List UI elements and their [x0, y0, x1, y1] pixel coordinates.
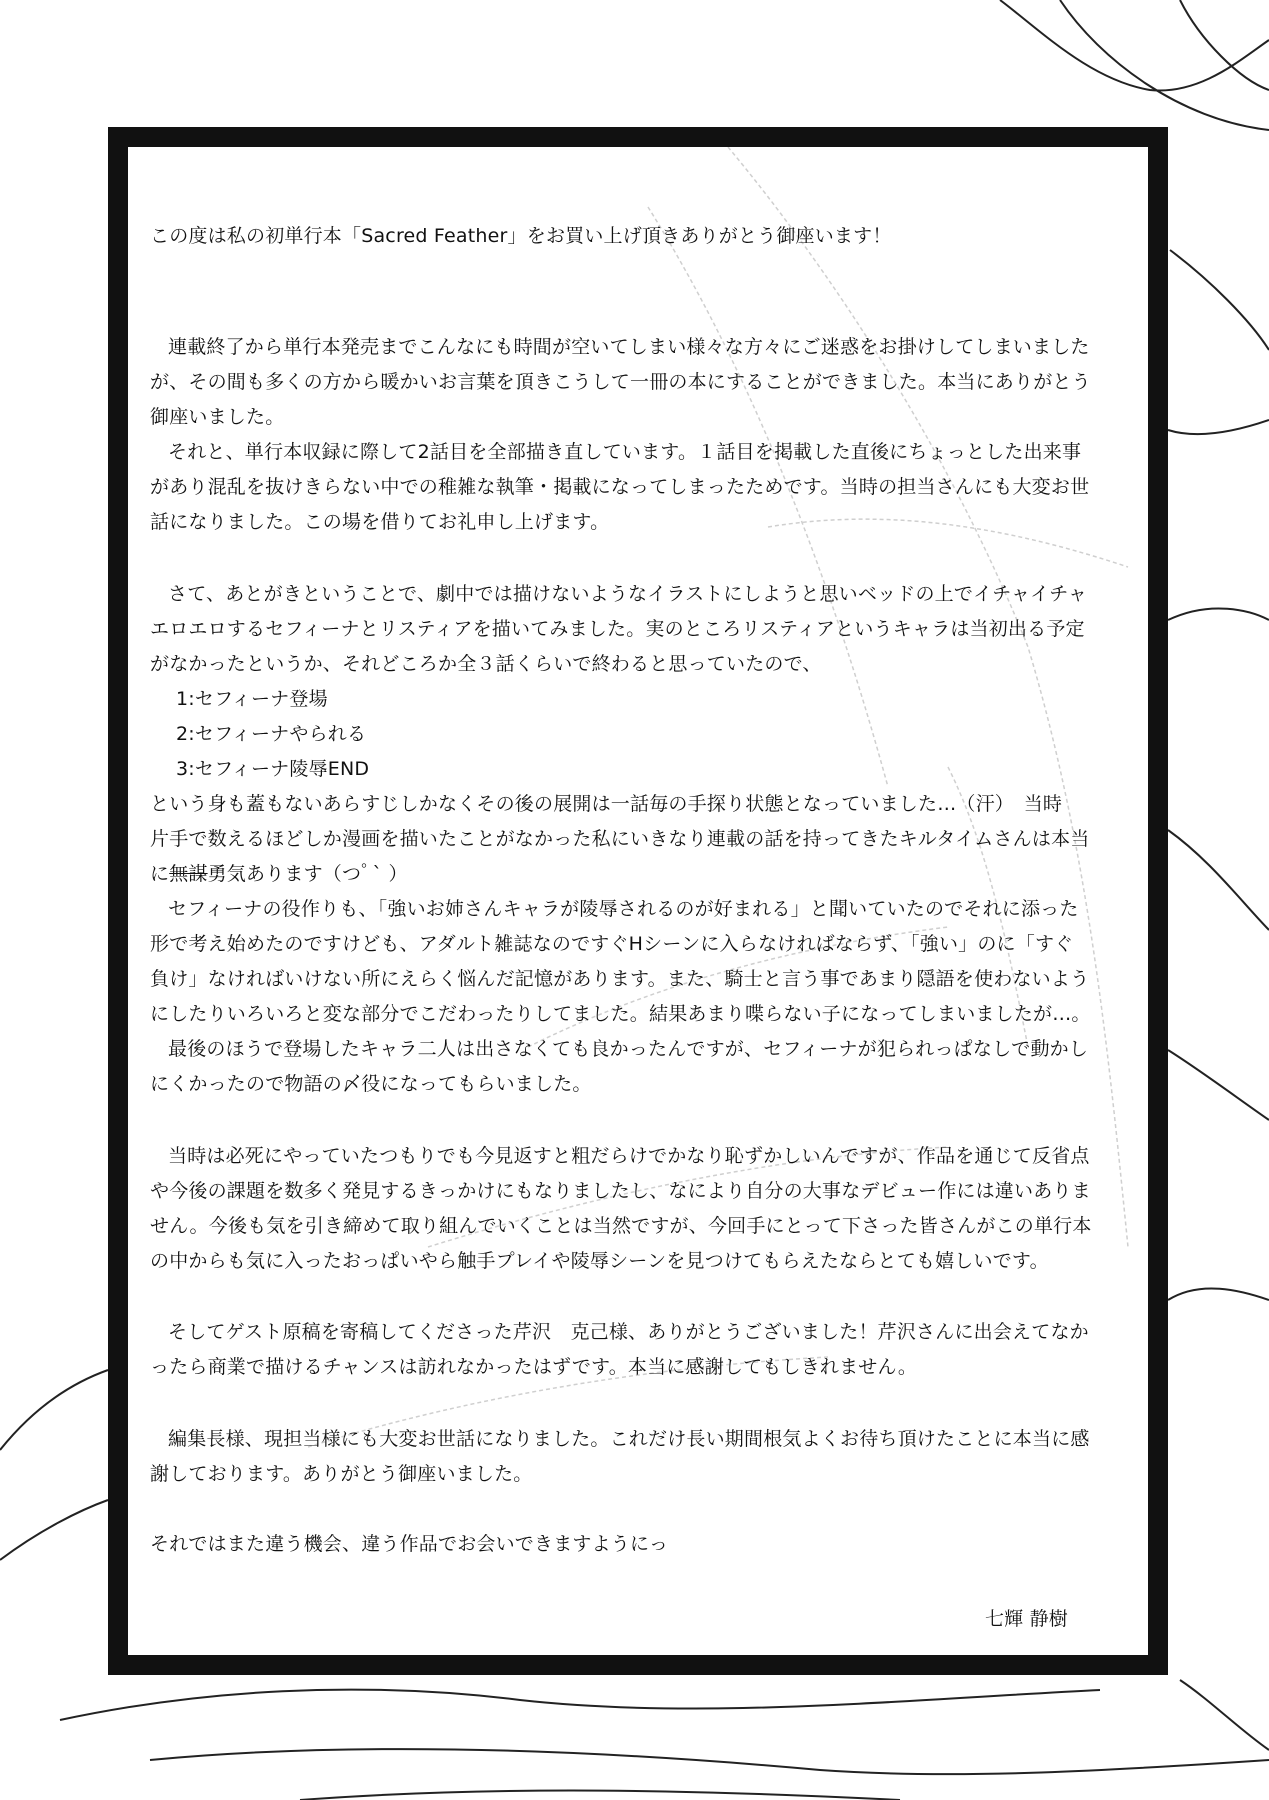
- paragraph-line: そしてゲスト原稿を寄稿してくださった芹沢 克己様、ありがとうございました！芹沢さんに出会えてなか: [168, 1321, 1089, 1343]
- paragraph-line: がなかったというか、それどころか全３話くらいで終わると思っていたので、: [150, 653, 822, 675]
- paragraph-line: の中からも気に入ったおっぱいやら触手プレイや陵辱シーンを見つけてもらえたならとても嬉しいです。: [150, 1250, 1049, 1272]
- paragraph-line: セフィーナの役作りも、「強いお姉さんキャラが陵辱されるのが好まれる」と聞いていたのでそれに添った: [168, 898, 1079, 920]
- paragraph-line: が、その間も多くの方から暖かいお言葉を頂きこうして一冊の本にすることができました。本当にありがとう: [150, 371, 1091, 393]
- paragraph-line: せん。今後も気を引き締めて取り組んでいくことは当然ですが、今回手にとって下さった皆さんがこの単行本: [150, 1215, 1092, 1237]
- paragraph-line: 御座いました。: [150, 406, 285, 428]
- paragraph-line: 謝しております。ありがとう御座いました。: [150, 1463, 533, 1485]
- paragraph-line: 最後のほうで登場したキャラ二人は出さなくても良かったんですが、セフィーナが犯られっぱなしで動かし: [168, 1038, 1089, 1060]
- paragraph-line: 話になりました。この場を借りてお礼申し上げます。: [150, 511, 610, 533]
- paragraph-line: 負け」なければいけない所にえらく悩んだ記憶があります。また、騎士と言う事であまり隠語を使わないよう: [150, 968, 1090, 990]
- paragraph-line: さて、あとがきということで、劇中では描けないようなイラストにしようと思いベッドの上でイチャイチャ: [168, 583, 1088, 605]
- paragraph-line: にくかったので物語の〆役になってもらいました。: [150, 1073, 592, 1095]
- paragraph-line: にしたりいろいろと変な部分でこだわったりしてました。結果あまり喋らない子になってしまいましたが…。: [150, 1003, 1091, 1025]
- paragraph-line: があり混乱を抜けきらない中での稚雑な執筆・掲載になってしまったためです。当時の担当さんにも大変お世: [150, 476, 1090, 498]
- list-item: 3:セフィーナ陵辱END: [176, 758, 370, 780]
- closing-line: それではまた違う機会、違う作品でお会いできますようにっ: [150, 1533, 669, 1555]
- text-fragment: に: [150, 863, 170, 885]
- paragraph-line: 当時は必死にやっていたつもりでも今見返すと粗だらけでかなり恥ずかしいんですが、作品を通じて反省点: [168, 1145, 1090, 1167]
- paragraph-line: エロエロするセフィーナとリスティアを描いてみました。実のところリスティアというキャラは当初出る予定: [150, 618, 1085, 640]
- author-signature: 七輝 静樹: [984, 1608, 1068, 1630]
- paragraph-line: 編集長様、現担当様にも大変お世話になりました。これだけ長い期間根気よくお待ち頂けたことに本当に感: [168, 1428, 1090, 1450]
- paragraph-line: ったら商業で描けるチャンスは訪れなかったはずです。本当に感謝してもしきれません。: [150, 1356, 918, 1378]
- paragraph-line: 形で考え始めたのですけども、アダルト雑誌なのですぐHシーンに入らなければならず、「強い」のに「すぐ: [150, 933, 1074, 955]
- paragraph-line: 連載終了から単行本発売までこんなにも時間が空いてしまい様々な方々にご迷惑をお掛けしてしまいました: [168, 336, 1090, 358]
- paragraph-line: という身も蓋もないあらすじしかなくその後の展開は一話毎の手探り状態となっていました…（汗） 当時: [150, 793, 1063, 815]
- intro-line: この度は私の初単行本「Sacred Feather」をお買い上げ頂きありがとう御座います！: [150, 225, 892, 247]
- paragraph-line: [150, 857, 1128, 892]
- struck-text: 無謀: [169, 863, 208, 885]
- text-fragment: 勇気あります（つ ゚ ` ）: [207, 863, 408, 885]
- list-item: 2:セフィーナやられる: [176, 723, 367, 745]
- list-item: 1:セフィーナ登場: [176, 688, 328, 710]
- paragraph-line: 片手で数えるほどしか漫画を描いたことがなかった私にいきなり連載の話を持ってきたキルタイムさんは本当: [150, 828, 1090, 850]
- afterword-frame: [108, 127, 1168, 1675]
- afterword-panel: [128, 147, 1148, 1655]
- paragraph-line: や今後の課題を数多く発見するきっかけにもなりましたし、なにより自分の大事なデビュー作には違いありま: [150, 1180, 1091, 1202]
- paragraph-line: それと、単行本収録に際して2話目を全部描き直しています。１話目を掲載した直後にちょっとした出来事: [168, 441, 1082, 463]
